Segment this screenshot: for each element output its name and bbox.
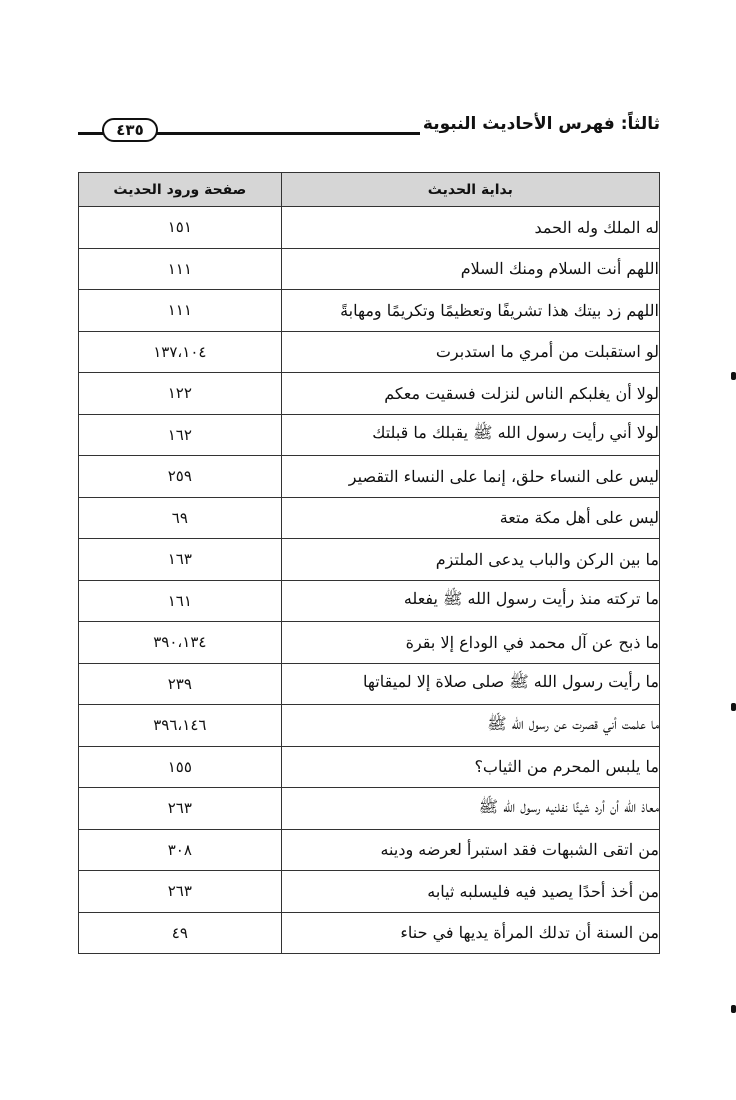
page-reference-cell: ١٥٥ bbox=[79, 746, 282, 788]
page-reference-cell: ١٢٢ bbox=[79, 373, 282, 415]
table-row bbox=[79, 456, 660, 498]
page-reference-cell: ٣٩٦،١٤٦ bbox=[79, 705, 282, 747]
table-header-row bbox=[79, 173, 660, 207]
hadith-start-cell: ما علمت أني قصرت عن رسول الله ﷺ bbox=[281, 705, 659, 747]
table-row bbox=[79, 248, 660, 290]
hadith-start-cell: ما بين الركن والباب يدعى الملتزم bbox=[281, 539, 659, 581]
table-row bbox=[79, 580, 660, 622]
column-header-page: صفحة ورود الحديث bbox=[79, 173, 282, 207]
hadith-index-table bbox=[78, 172, 660, 954]
table-row bbox=[79, 539, 660, 581]
margin-mark bbox=[731, 1005, 736, 1013]
page-reference-cell: ١١١ bbox=[79, 290, 282, 332]
page-reference-cell: ٣٩٠،١٣٤ bbox=[79, 622, 282, 664]
hadith-start-cell: من السنة أن تدلك المرأة يديها في حناء bbox=[281, 912, 659, 954]
table-row bbox=[79, 414, 660, 456]
table-row bbox=[79, 829, 660, 871]
page-reference-cell: ٢٥٩ bbox=[79, 456, 282, 498]
hadith-start-cell: ما رأيت رسول الله ﷺ صلى صلاة إلا لميقاتها bbox=[281, 663, 659, 705]
page-reference-cell: ٣٠٨ bbox=[79, 829, 282, 871]
table-row bbox=[79, 663, 660, 705]
page-reference-cell: ١٦٢ bbox=[79, 414, 282, 456]
hadith-start-cell: لولا أن يغلبكم الناس لنزلت فسقيت معكم bbox=[281, 373, 659, 415]
table-row bbox=[79, 746, 660, 788]
table-row bbox=[79, 871, 660, 913]
page-reference-cell: ٢٦٣ bbox=[79, 871, 282, 913]
page-reference-cell: ١١١ bbox=[79, 248, 282, 290]
page-reference-cell: ١٦١ bbox=[79, 580, 282, 622]
table-row bbox=[79, 705, 660, 747]
column-header-start: بداية الحديث bbox=[281, 173, 659, 207]
hadith-start-cell: من أخذ أحدًا يصيد فيه فليسلبه ثيابه bbox=[281, 871, 659, 913]
hadith-start-cell: ليس على النساء حلق، إنما على النساء التقصير bbox=[281, 456, 659, 498]
hadith-start-cell: من اتقى الشبهات فقد استبرأ لعرضه ودينه bbox=[281, 829, 659, 871]
hadith-start-cell: لو استقبلت من أمري ما استدبرت bbox=[281, 331, 659, 373]
table-row bbox=[79, 788, 660, 830]
hadith-start-cell: ما تركته منذ رأيت رسول الله ﷺ يفعله bbox=[281, 580, 659, 622]
page-header bbox=[78, 112, 660, 148]
page-number-badge: ٤٣٥ bbox=[102, 118, 158, 142]
table-row bbox=[79, 622, 660, 664]
hadith-start-cell: ما ذبح عن آل محمد في الوداع إلا بقرة bbox=[281, 622, 659, 664]
table-row bbox=[79, 497, 660, 539]
table-row bbox=[79, 912, 660, 954]
margin-mark bbox=[731, 372, 736, 380]
page-reference-cell: ١٦٣ bbox=[79, 539, 282, 581]
page-reference-cell: ٦٩ bbox=[79, 497, 282, 539]
table-row bbox=[79, 373, 660, 415]
hadith-start-cell: ليس على أهل مكة متعة bbox=[281, 497, 659, 539]
header-rule bbox=[156, 132, 420, 135]
hadith-start-cell: ما يلبس المحرم من الثياب؟ bbox=[281, 746, 659, 788]
page-reference-cell: ١٥١ bbox=[79, 207, 282, 249]
page-reference-cell: ٢٣٩ bbox=[79, 663, 282, 705]
page-reference-cell: ٤٩ bbox=[79, 912, 282, 954]
table-row bbox=[79, 331, 660, 373]
header-rule-left bbox=[78, 132, 104, 135]
hadith-start-cell: لولا أني رأيت رسول الله ﷺ يقبلك ما قبلتك bbox=[281, 414, 659, 456]
hadith-start-cell: اللهم زد بيتك هذا تشريفًا وتعظيمًا وتكريمًا ومهابةً bbox=[281, 290, 659, 332]
page-title: ثالثاً: فهرس الأحاديث النبوية bbox=[422, 114, 660, 134]
hadith-start-cell: معاذ الله أن أرد شيئًا نفلنيه رسول الله ﷺ bbox=[281, 788, 659, 830]
table-row bbox=[79, 290, 660, 332]
table-row bbox=[79, 207, 660, 249]
margin-mark bbox=[731, 703, 736, 711]
page-reference-cell: ١٣٧،١٠٤ bbox=[79, 331, 282, 373]
hadith-start-cell: اللهم أنت السلام ومنك السلام bbox=[281, 248, 659, 290]
hadith-start-cell: له الملك وله الحمد bbox=[281, 207, 659, 249]
page-reference-cell: ٢٦٣ bbox=[79, 788, 282, 830]
